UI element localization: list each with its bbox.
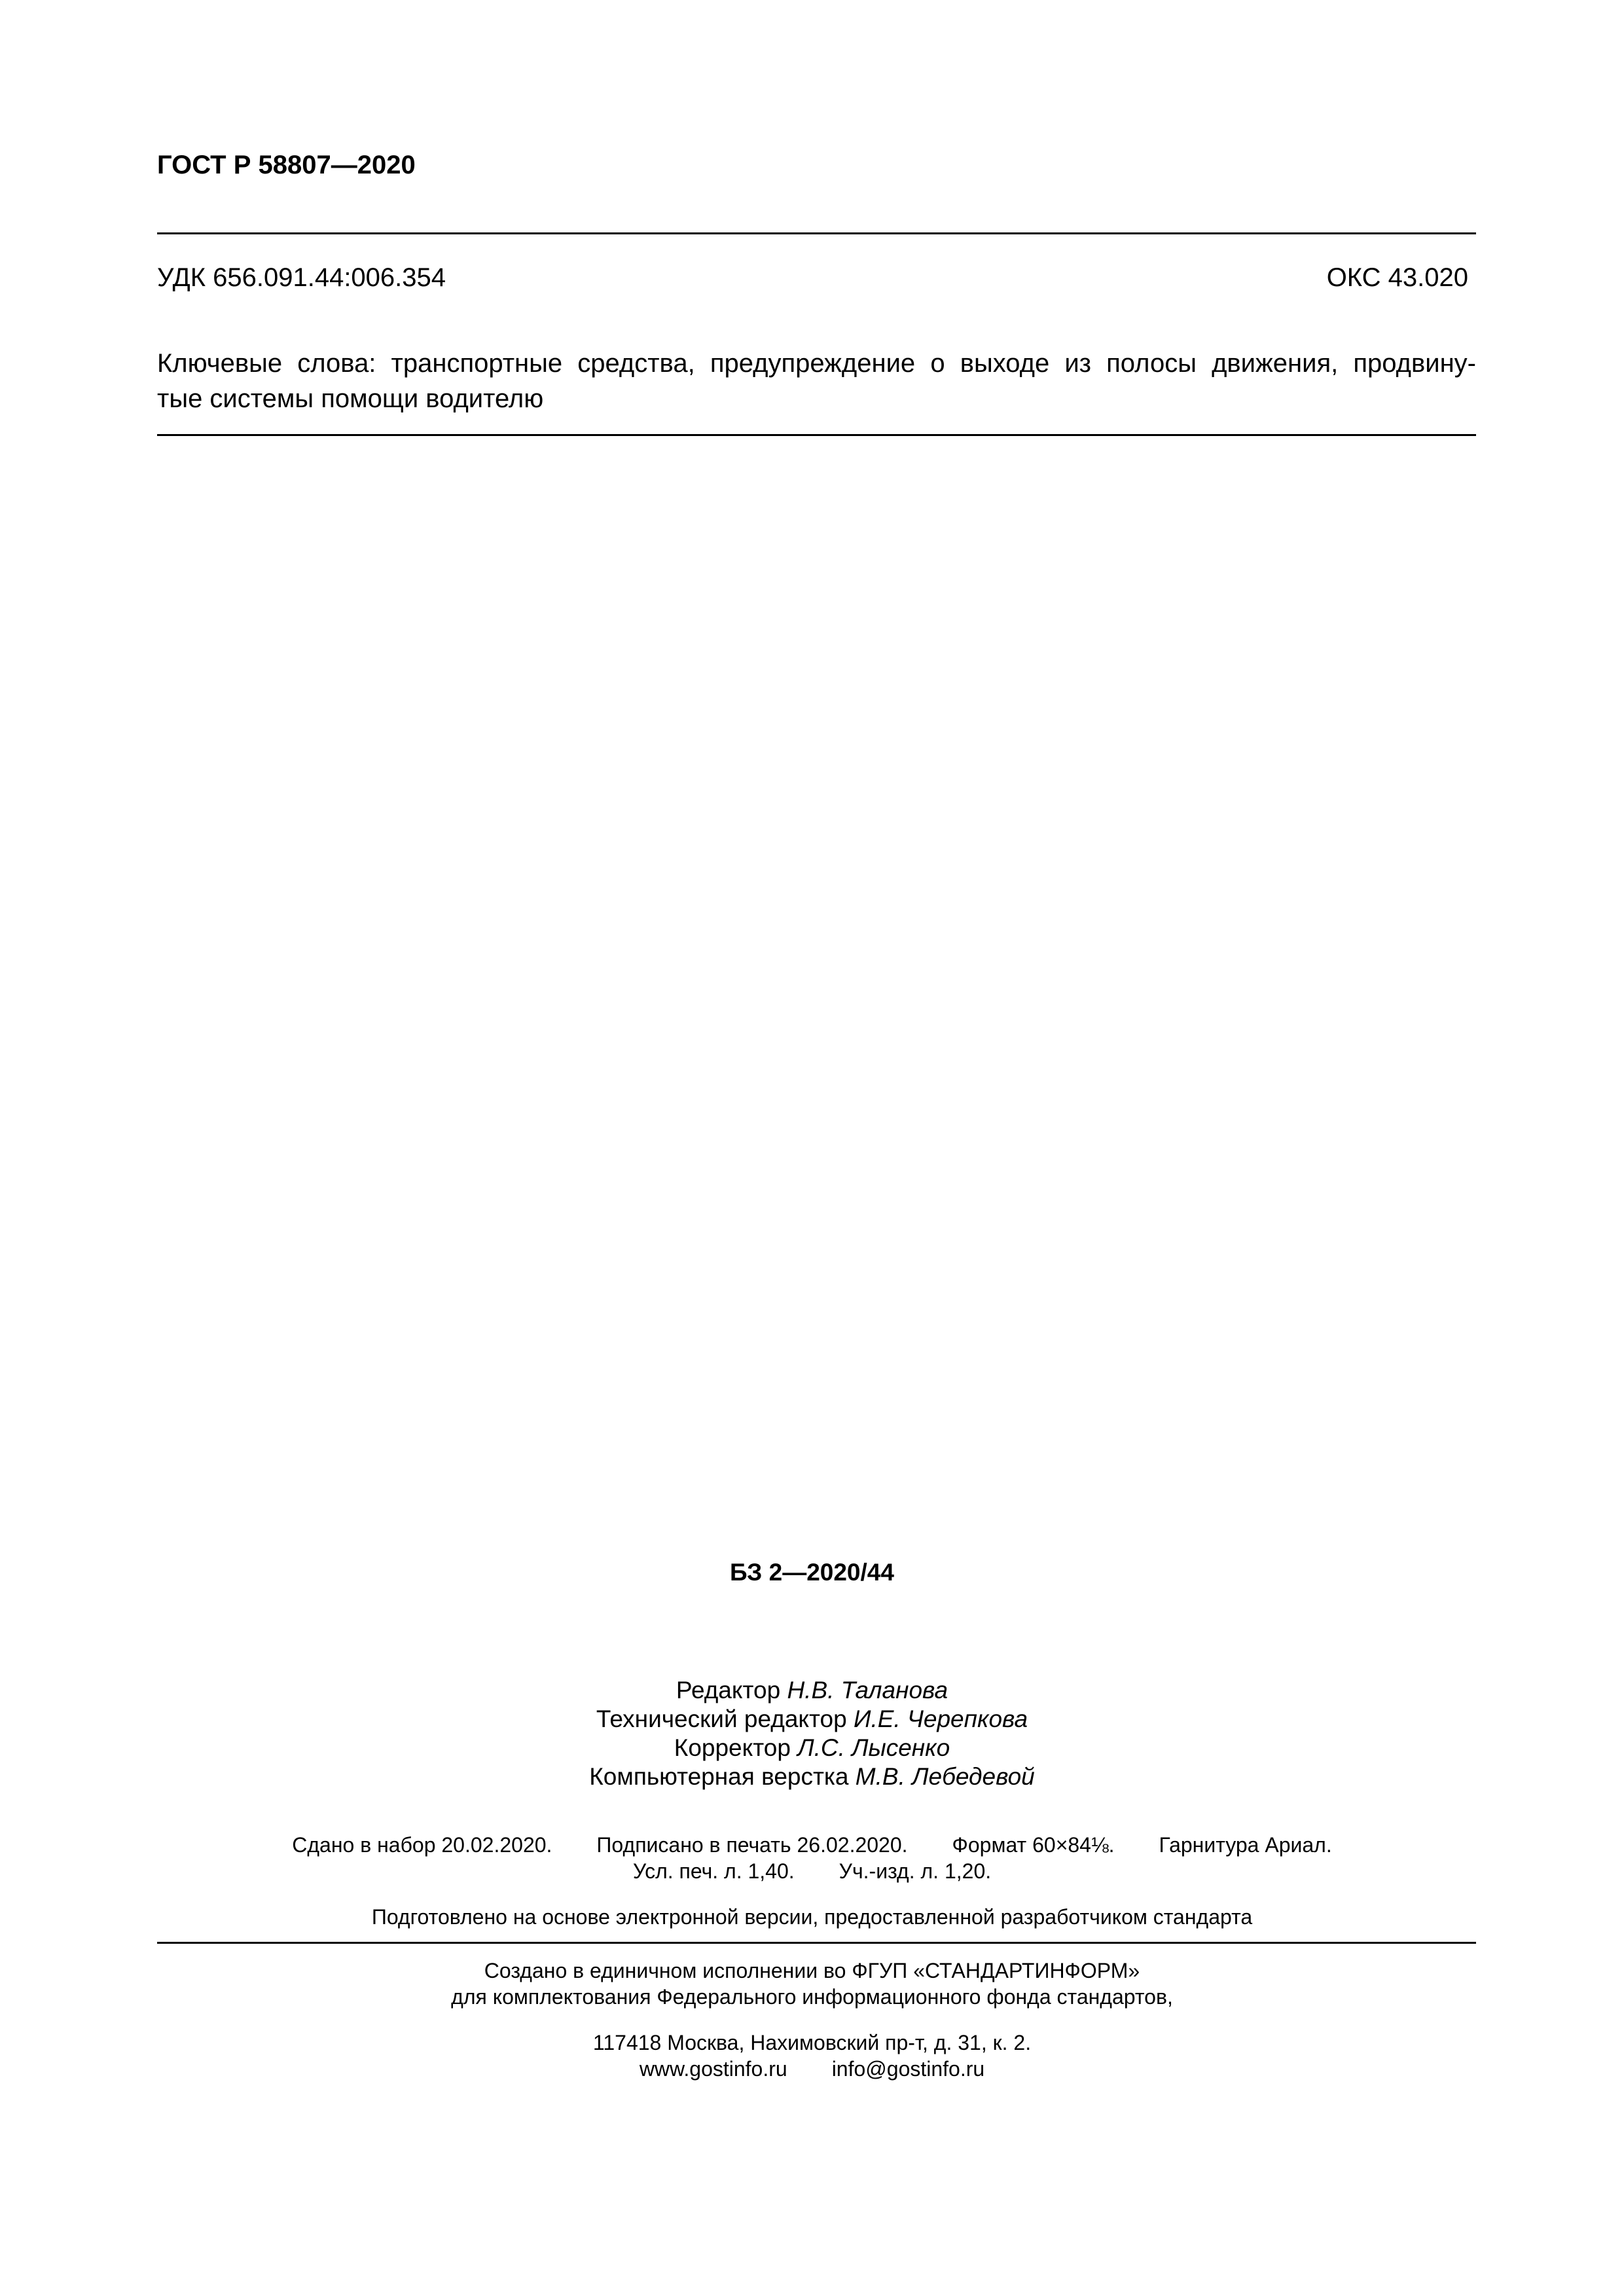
staff-editor: Редактор Н.В. Таланова <box>676 1677 948 1704</box>
keywords-divider <box>157 434 1476 436</box>
sign-date: Подписано в печать 26.02.2020. <box>596 1833 908 1857</box>
staff-layout: Компьютерная верстка М.В. Лебедевой <box>589 1763 1035 1790</box>
website-link[interactable]: www.gostinfo.ru <box>639 2057 787 2081</box>
created-line-2: для комплектования Федерального информационного фонда стандартов, <box>451 1985 1173 2009</box>
print-sheets: Усл. печ. л. 1,40. <box>632 1859 795 1883</box>
publication-row-1 <box>0 1832 1624 1858</box>
edition-sheets: Уч.-изд. л. 1,20. <box>839 1859 992 1883</box>
prepared-note: Подготовлено на основе электронной версии, предоставленной разработчиком стандарта <box>371 1905 1253 1929</box>
publisher-address <box>0 2030 1624 2082</box>
udk-code: УДК 656.091.44:006.354 <box>157 263 446 292</box>
created-line-1: Создано в единичном исполнении во ФГУП «СТАНДАРТИНФОРМ» <box>484 1959 1140 1982</box>
email-link[interactable]: info@gostinfo.ru <box>831 2057 985 2081</box>
staff-credits <box>0 1676 1624 1791</box>
keywords-line-1: Ключевые слова: транспортные средства, предупреждение о выходе из полосы движения, продвину- <box>157 349 1476 378</box>
staff-technical-editor: Технический редактор И.Е. Черепкова <box>596 1705 1028 1732</box>
typeface: Гарнитура Ариал. <box>1159 1833 1332 1857</box>
publication-details <box>0 1832 1624 1884</box>
bz-number: БЗ 2—2020/44 <box>730 1559 894 1586</box>
paper-format: Формат 60×84⅛. <box>952 1833 1115 1857</box>
staff-proofreader: Корректор Л.С. Лысенко <box>674 1734 950 1761</box>
standard-number: ГОСТ Р 58807—2020 <box>157 151 416 179</box>
keywords <box>157 346 1476 416</box>
street-address: 117418 Москва, Нахимовский пр-т, д. 31, к. 2. <box>592 2031 1032 2054</box>
contacts <box>0 2056 1624 2082</box>
created-note <box>0 1958 1624 2010</box>
keywords-line-2: тые системы помощи водителю <box>157 384 544 413</box>
footer-divider <box>157 1942 1476 1944</box>
publication-row-2 <box>0 1858 1624 1884</box>
top-divider <box>157 232 1476 234</box>
oks-code: ОКС 43.020 <box>1326 263 1468 292</box>
set-date: Сдано в набор 20.02.2020. <box>292 1833 552 1857</box>
